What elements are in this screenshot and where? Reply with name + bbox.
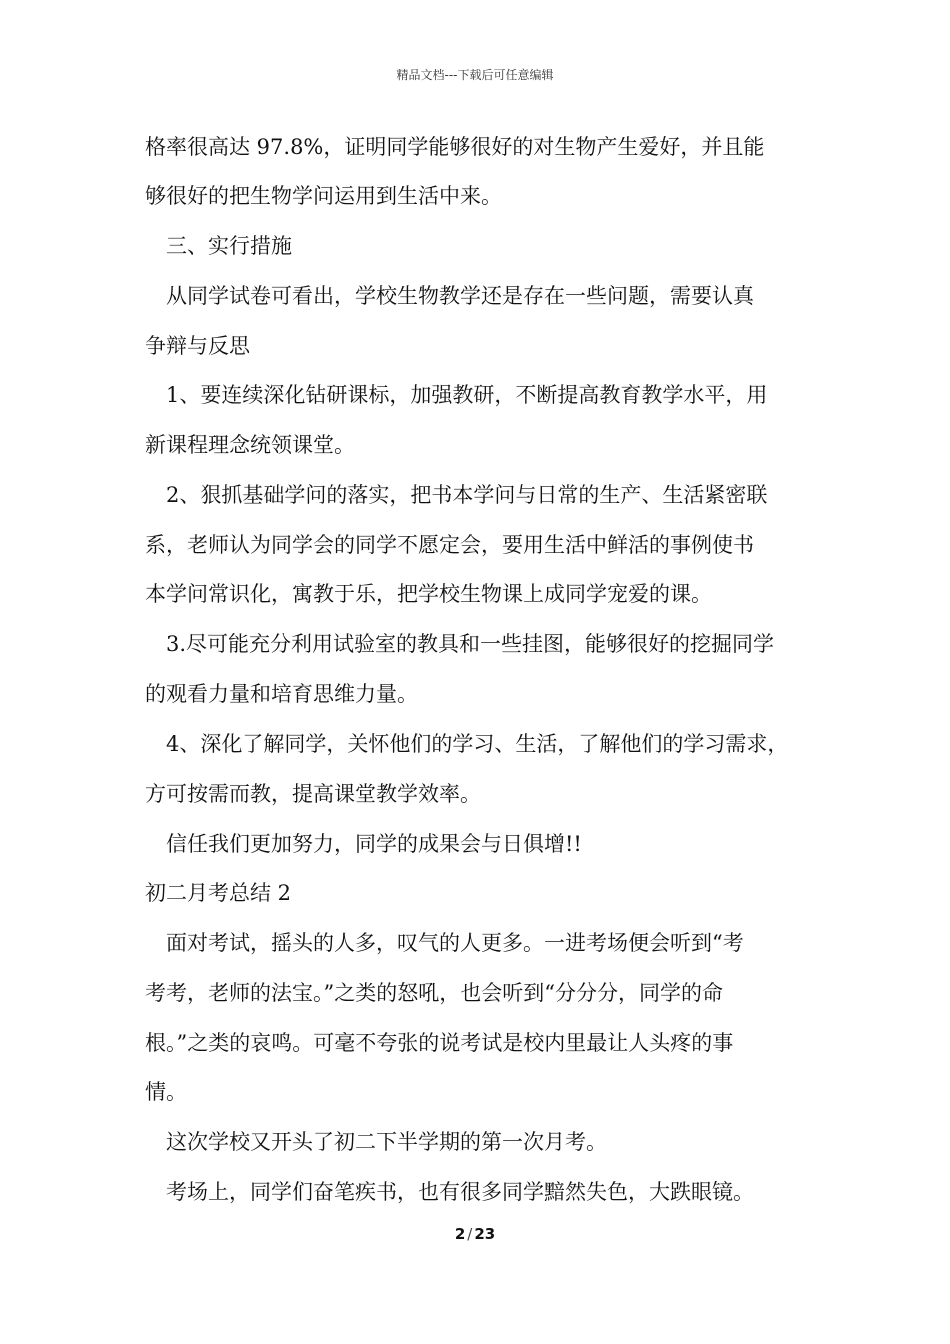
text-line: 本学问常识化，寓教于乐，把学校生物课上成同学宠爱的课。: [145, 582, 712, 606]
text-line: 4、深化了解同学，关怀他们的学习、生活，了解他们的学习需求，: [166, 732, 789, 756]
current-page: 2: [454, 1225, 466, 1243]
page-header: 精品文档---下载后可任意编辑: [396, 68, 554, 82]
page-separator: /: [467, 1225, 473, 1243]
text-line: 格率很高达 97.8%，证明同学能够很好的对生物产生爱好，并且能: [145, 135, 765, 159]
text-line: 3.尽可能充分利用试验室的教具和一些挂图，能够很好的挖掘同学: [166, 632, 775, 656]
text-line: 情。: [145, 1080, 187, 1104]
text-line: 新课程理念统领课堂。: [145, 433, 355, 457]
text-line: 这次学校又开头了初二下半学期的第一次月考。: [166, 1130, 607, 1154]
text-line: 1、要连续深化钻研课标，加强教研，不断提高教育教学水平，用: [166, 383, 768, 407]
text-line: 考考，老师的法宝。”之类的怒吼，也会听到“分分分，同学的命: [145, 981, 723, 1005]
text-line: 争辩与反思: [145, 334, 250, 358]
text-line: 系，老师认为同学会的同学不愿定会，要用生活中鲜活的事例使书: [145, 533, 754, 557]
text-line: 够很好的把生物学问运用到生活中来。: [145, 184, 502, 208]
text-line: 的观看力量和培育思维力量。: [145, 682, 418, 706]
section-heading: 三、实行措施: [166, 234, 292, 258]
text-line: 面对考试，摇头的人多，叹气的人更多。一进考场便会听到“考: [166, 931, 744, 955]
text-line: 方可按需而教，提高课堂教学效率。: [145, 782, 481, 806]
total-pages: 23: [474, 1225, 496, 1243]
text-line: 考场上，同学们奋笔疾书，也有很多同学黯然失色，大跌眼镜。: [166, 1180, 754, 1204]
text-line: 从同学试卷可看出，学校生物教学还是存在一些问题，需要认真: [166, 284, 754, 308]
document-title: 初二月考总结 2: [145, 881, 292, 905]
text-line: 根。”之类的哀鸣。可毫不夸张的说考试是校内里最让人头疼的事: [145, 1031, 734, 1055]
text-line: 信任我们更加努力，同学的成果会与日俱增!!: [166, 832, 582, 856]
text-line: 2、狠抓基础学问的落实，把书本学问与日常的生产、生活紧密联: [166, 483, 768, 507]
page-number: [0, 1225, 950, 1243]
